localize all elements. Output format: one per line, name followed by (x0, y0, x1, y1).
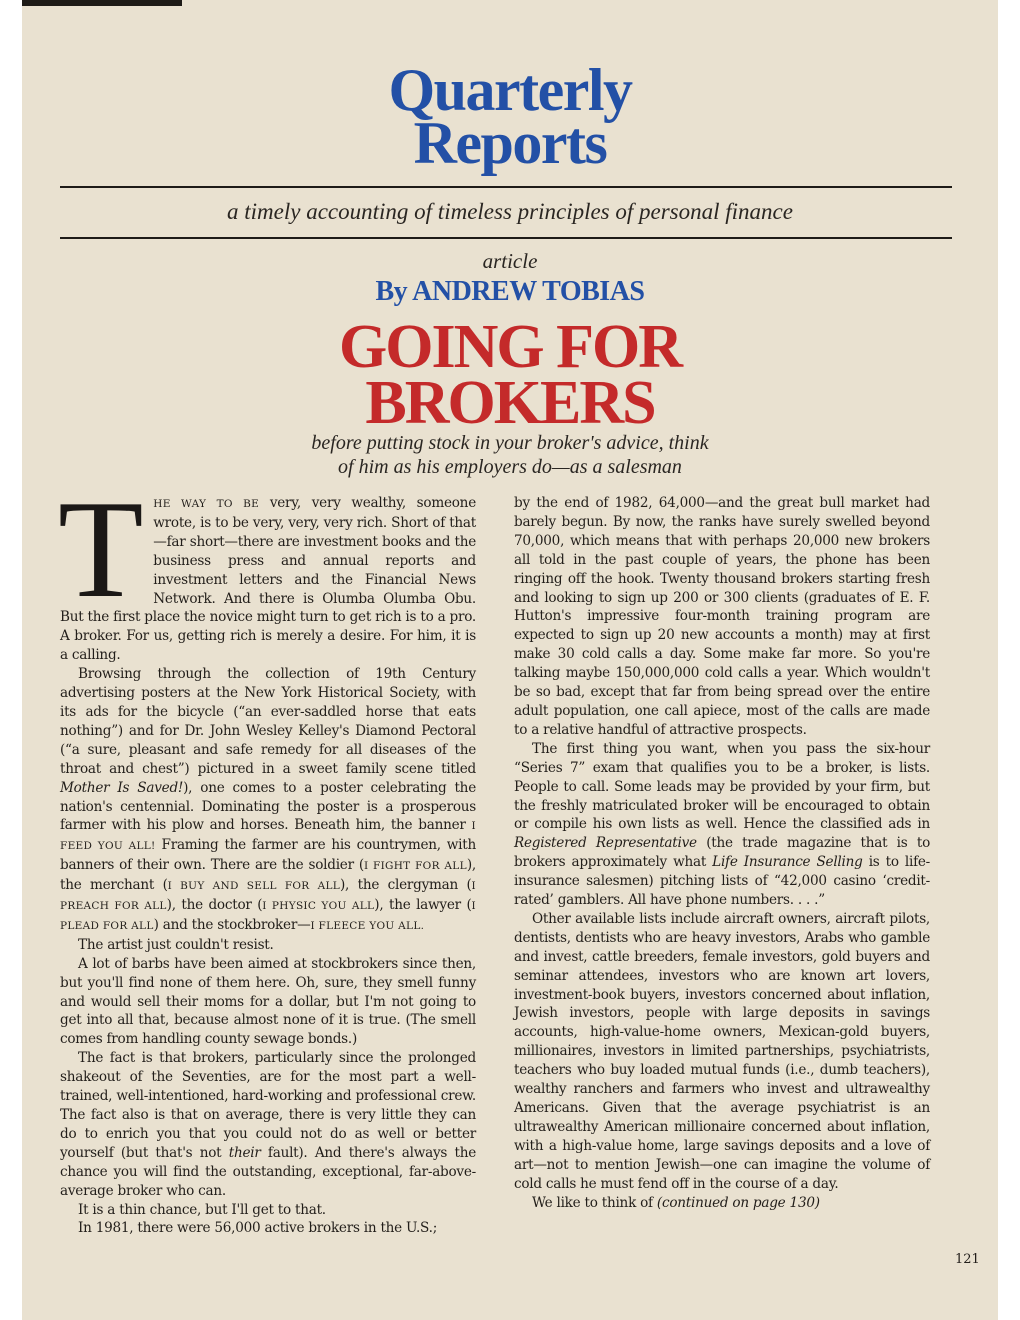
body-paragraph: It is a thin chance, but I'll get to that. (78, 1201, 326, 1218)
paragraph-text: ), the doctor ( (166, 897, 263, 914)
body-paragraph: A lot of barbs have been aimed at stockbrokers since then, but you'll find none of them here. Oh, sure, they smell funny and would sell their moms for a dollar, but I'm not going to get into all that, because almost none of it is true. (The smell comes from handling county sewage bonds.) (60, 955, 476, 1048)
magazine-title: Life Insurance Selling (712, 854, 863, 871)
body-paragraph: The artist just couldn't resist. (78, 936, 274, 953)
poster-title: Mother Is Saved! (60, 779, 184, 796)
headline-line1: GOING FOR (339, 313, 681, 381)
body-paragraph (514, 1194, 930, 1213)
paragraph-text: (the trade magazine that is to brokers approximately what (514, 835, 931, 871)
section-kicker: article (482, 249, 538, 273)
banner-text: I BUY AND SELL FOR ALL (167, 880, 340, 893)
body-paragraph-continued: In 1981, there were 56,000 active brokers in the U.S.; (78, 1220, 438, 1237)
paragraph-text: fault). And there's always the chance you will find the outstanding, exceptional, far-above-average broker who can. (60, 1144, 476, 1199)
deck-line1: before putting stock in your broker's advice, think (311, 432, 709, 454)
paragraph-text: ), one comes to a poster celebrating the nation's centennial. Dominating the poster is a prosperous farmer with his plow and horses. Beneath him, the banner (60, 779, 476, 834)
body-column-right (514, 494, 930, 1212)
paragraph-text: Browsing through the collection of 19th Century advertising posters at the New York Historical Society, with its ads for the bicycle (“an ever-saddled horse that eats nothing”) and for Dr. John Wesley Kelley's Diamond Pectoral (“a sure, pleasant and safe remedy for all diseases of the throat and chest”) pictured in a sweet family scene titled (60, 666, 476, 777)
paragraph-text: The first thing you want, when you pass the six-hour “Series 7” exam that qualifies you to be a broker, is lists. People to call. Some leads may be provided by your firm, but the freshly matriculated broker will be encouraged to obtain or compile his own lists as well. Hence the classified ads in (514, 740, 930, 833)
body-paragraph-continued: by the end of 1982, 64,000—and the great bull market had barely begun. By now, the ranks have surely swelled beyond 70,000, which means that with perhaps 20,000 new brokers all told in the past couple of years, the phone has been ringing off the hook. Twenty thousand brokers starting fresh and looking to sign up 200 or 300 clients (graduates of E. F. Hutton's impressive four-month training program are expected to sign up 20 new accounts a month) may at first make 30 cold calls a day. Some make far more. So you're talking maybe 150,000,000 cold calls a year. Which wouldn't be so bad, except that far from being spread over the entire adult population, one call apiece, most of the calls are made to a relative handful of attractive prospects. (514, 495, 930, 738)
paragraph-text: The fact is that brokers, particularly since the prolonged shakeout of the Seventies, are for the most part a well-trained, well-intentioned, hard-working and professional crew. The fact also is that on average, there is very little they can do to enrich you that you could not do as well or better yourself (but that's not (60, 1050, 476, 1161)
emphasis: their (228, 1144, 261, 1161)
top-edge-bar (22, 0, 182, 6)
headline-line2: BROKERS (365, 369, 655, 437)
paragraph-text: ) and the stockbroker— (153, 916, 311, 933)
page-number: 121 (955, 1252, 980, 1267)
paragraph-text: is to life-insurance salesmen) pitching lists of “42,000 casino ‘credit-rated’ gamblers. All have phone numbers. . . .” (514, 854, 930, 909)
banner-text: I PHYSIC YOU ALL (262, 900, 375, 913)
banner-text: I PLEAD FOR ALL (60, 900, 476, 932)
drop-cap: T (58, 472, 144, 627)
banner-text: I FLEECE YOU ALL. (310, 919, 425, 932)
banner-text: I FIGHT FOR ALL (363, 860, 467, 873)
body-paragraph: Other available lists include aircraft owners, aircraft pilots, dentists, dentists who are heavy investors, Arabs who gamble and invest, cattle breeders, female investors, gold buyers and seminar attendees, investors who are known art lovers, investment-book buyers, investors concerned about inflation, Jewish investors, people with large deposits in savings accounts, high-value-home owners, Mexican-gold buyers, millionaires, investors in limited partnerships, psychiatrists, teachers who buy loaded mutual funds (i.e., dumb teachers), wealthy ranchers and farmers who invest and ultrawealthy Americans. Given that the average psychiatrist is an ultrawealthy American millionaire concerned about inflation, with a high-value home, large savings deposits and a love of art—not to mention Jewish—one can imagine the volume of cold calls he must fend off in the course of a day. (514, 910, 930, 1192)
lead-in-smallcaps: HE WAY TO BE (153, 498, 260, 510)
body-column-left (58, 472, 476, 1238)
body-paragraph (514, 740, 930, 910)
masthead-tagline: a timely accounting of timeless principles of personal finance (227, 199, 793, 224)
masthead-line1: Quarterly (388, 57, 632, 123)
paragraph-text: ), the lawyer ( (374, 897, 472, 914)
continued-line: (continued on page 130) (656, 1194, 820, 1211)
banner-text: I PREACH FOR ALL (60, 880, 476, 913)
byline: By ANDREW TOBIAS (375, 276, 645, 307)
deck-line2: of him as his employers do—as a salesman (338, 456, 682, 478)
magazine-title: Registered Representative (514, 835, 697, 852)
masthead-line2: Reports (413, 110, 607, 176)
body-paragraph (58, 472, 476, 665)
banner-text: I FEED YOU ALL! (60, 820, 476, 853)
paragraph-text: ), the merchant ( (60, 857, 476, 894)
paragraph-text: ), the clergyman ( (340, 877, 472, 894)
masthead-rule-top (60, 186, 952, 188)
paragraph-text: very, very wealthy, someone wrote, is to be very, very, very rich. Short of that—far short—there are investment books and the business press and annual reports and investment letters and the Financial News Network. And there is Olumba Olumba Obu. But the first place the novice might turn to get rich is to a pro. A broker. For us, getting rich is merely a desire. For him, it is a calling. (60, 495, 476, 664)
paragraph-text: We like to think of (532, 1194, 657, 1211)
body-paragraph (60, 1049, 476, 1200)
masthead-rule-bottom (60, 237, 952, 239)
body-paragraph (60, 665, 476, 936)
magazine-page (22, 0, 998, 1320)
paragraph-text: Framing the farmer are his countrymen, with banners of their own. There are the soldier ( (60, 837, 476, 874)
